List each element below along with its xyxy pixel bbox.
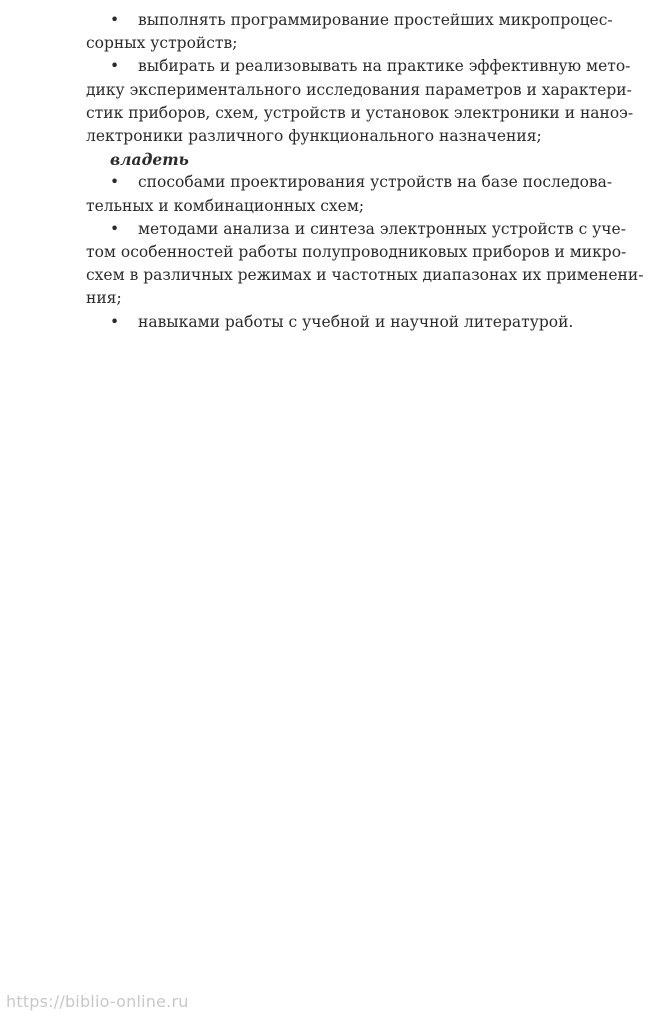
list-item-text: методами анализа и синтеза электронных устройств с уче-: [138, 219, 626, 238]
list-item: [86, 55, 634, 148]
list-item-text: выбирать и реализовывать на практике эффективную мето-: [138, 57, 631, 76]
bullet-icon: •: [110, 219, 120, 238]
bullet-icon: •: [110, 11, 120, 29]
list-item: [86, 218, 644, 311]
bullet-icon: •: [110, 173, 120, 192]
list-item: [86, 9, 613, 55]
list-item-line: тельных и комбинационных схем;: [86, 196, 365, 215]
list-item: [86, 311, 588, 334]
list-item-line: ния;: [86, 289, 122, 308]
list-item-line: [86, 218, 626, 241]
bullet-icon: •: [110, 312, 120, 331]
list-item-line: дику экспериментального исследования параметров и характери-: [86, 80, 632, 99]
list-item-text: навыками работы с учебной и научной литературой.: [138, 312, 574, 331]
bullet-icon: •: [110, 57, 120, 76]
list-item-line: [86, 171, 613, 194]
section-heading: владеть: [110, 150, 189, 170]
list-item: [86, 171, 613, 217]
document-body: [86, 9, 644, 334]
list-item-line: том особенностей работы полупроводниковых приборов и микро-: [86, 243, 627, 262]
list-item-text: способами проектирования устройств на базе последова-: [138, 173, 613, 192]
watermark-url: https://biblio-online.ru: [6, 992, 189, 1011]
list-item-line: стик приборов, схем, устройств и установок электроники и наноэ-: [86, 103, 634, 122]
list-item-line: [86, 9, 613, 32]
list-item-text: выполнять программирование простейших микропроцес-: [138, 11, 613, 29]
list-item-line: схем в различных режимах и частотных диапазонах их применени-: [86, 266, 644, 285]
list-item-line: лектроники различного функционального назначения;: [86, 127, 542, 146]
list-item-line: [86, 311, 588, 334]
list-item-line: [86, 55, 631, 78]
list-item-line: сорных устройств;: [86, 34, 238, 53]
